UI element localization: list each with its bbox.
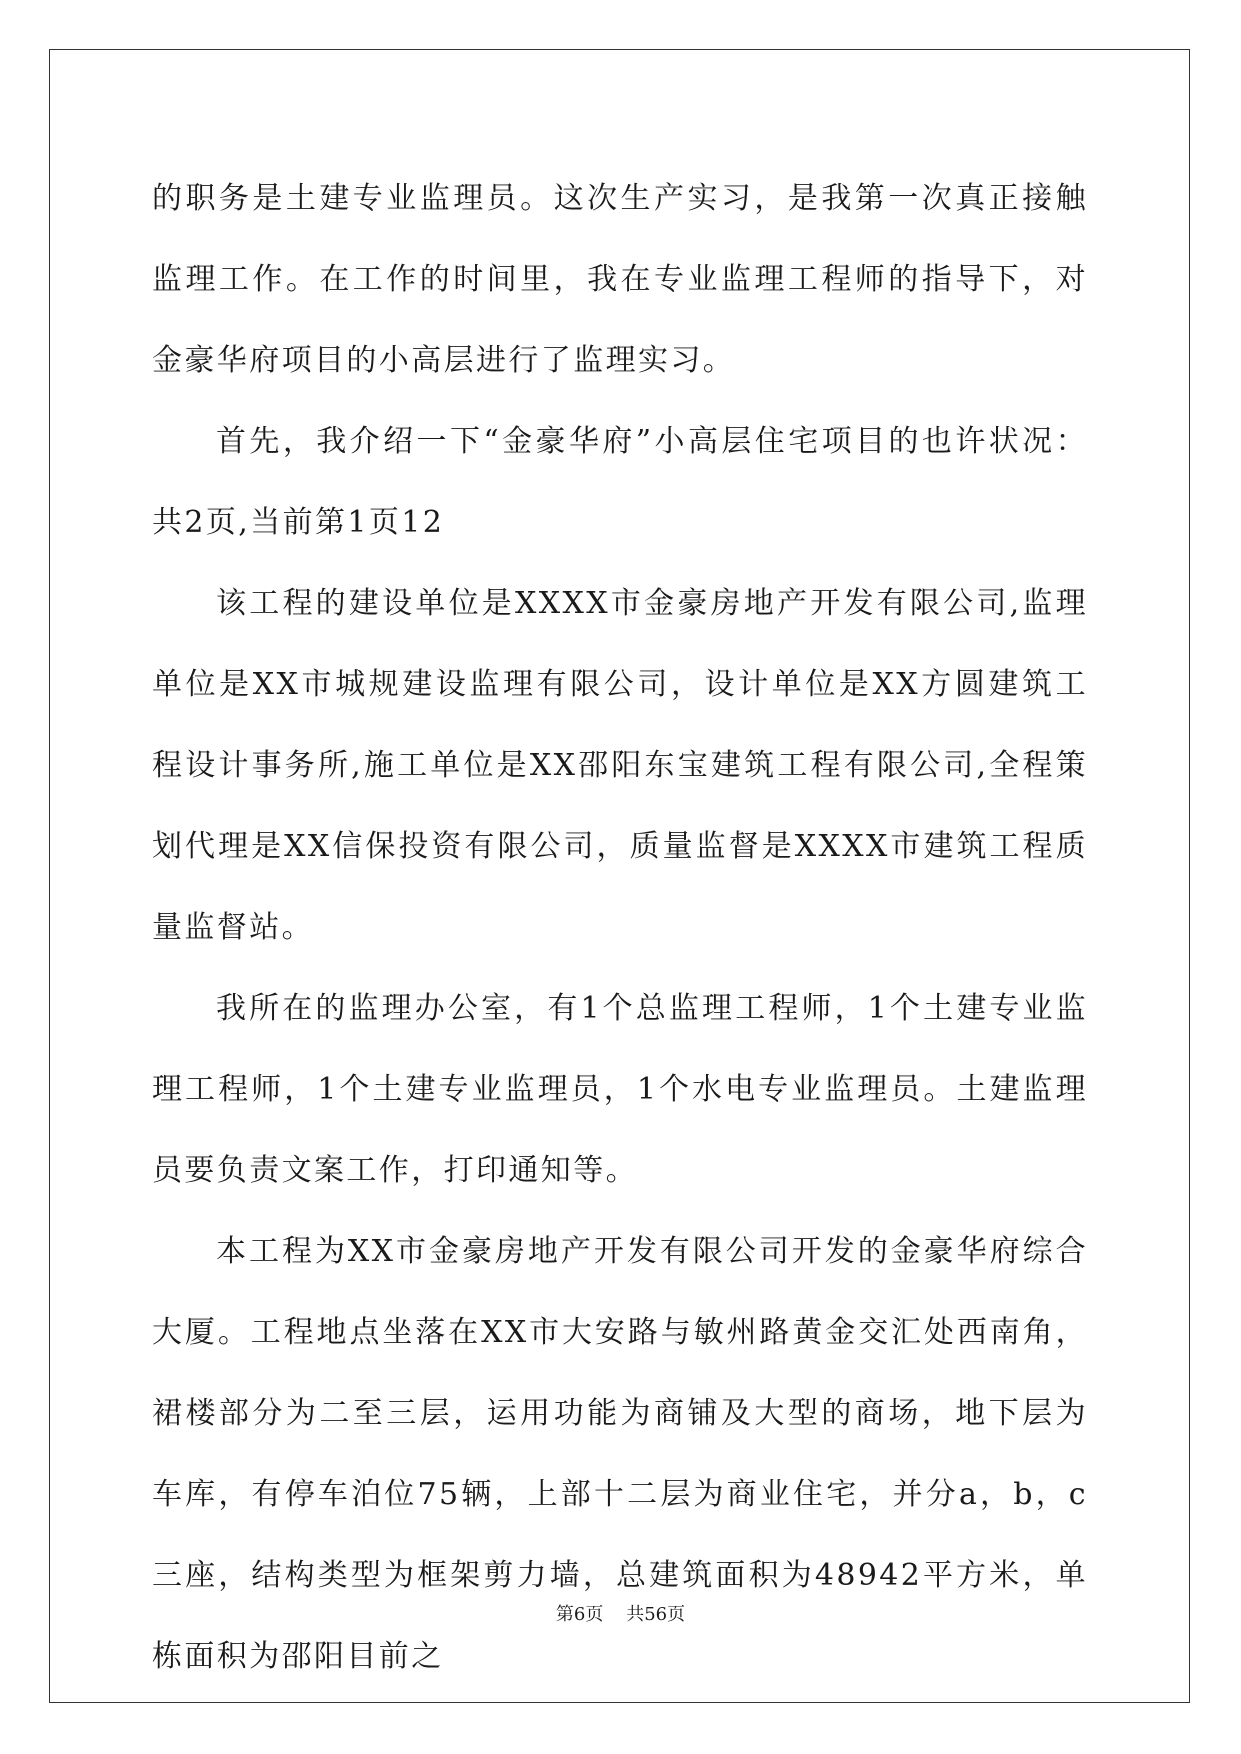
paragraph-3: 该工程的建设单位是XXXX市金豪房地产开发有限公司,监理单位是XX市城规建设监理有限公司，设计单位是XX方圆建筑工程设计事务所,施工单位是XX邵阳东宝建筑工程有限公司,全程策划代理是XX信保投资有限公司，质量监督是XXXX市建筑工程质量监督站。 bbox=[152, 586, 1088, 945]
document-body bbox=[152, 158, 1088, 1697]
page-footer bbox=[0, 1600, 1241, 1626]
paragraph-4: 我所在的监理办公室，有1个总监理工程师，1个土建专业监理工程师，1个土建专业监理员，1个水电专业监理员。土建监理员要负责文案工作，打印通知等。 bbox=[152, 991, 1088, 1188]
paragraph-1: 的职务是土建专业监理员。这次生产实习，是我第一次真正接触监理工作。在工作的时间里，我在专业监理工程师的指导下，对金豪华府项目的小高层进行了监理实习。 bbox=[152, 181, 1088, 378]
footer-separator bbox=[603, 1604, 626, 1625]
total-pages: 共56页 bbox=[626, 1604, 686, 1625]
page-number: 第6页 bbox=[555, 1604, 604, 1625]
paragraph-2: 首先，我介绍一下“金豪华府”小高层住宅项目的也许状况：共2页,当前第1页12 bbox=[152, 424, 1088, 540]
paragraph-5: 本工程为XX市金豪房地产开发有限公司开发的金豪华府综合大厦。工程地点坐落在XX市大安路与敏州路黄金交汇处西南角，裙楼部分为二至三层，运用功能为商铺及大型的商场，地下层为车库，有停车泊位75辆，上部十二层为商业住宅，并分a，b，c三座，结构类型为框架剪力墙，总建筑面积为48942平方米，单栋面积为邵阳目前之 bbox=[152, 1234, 1088, 1674]
